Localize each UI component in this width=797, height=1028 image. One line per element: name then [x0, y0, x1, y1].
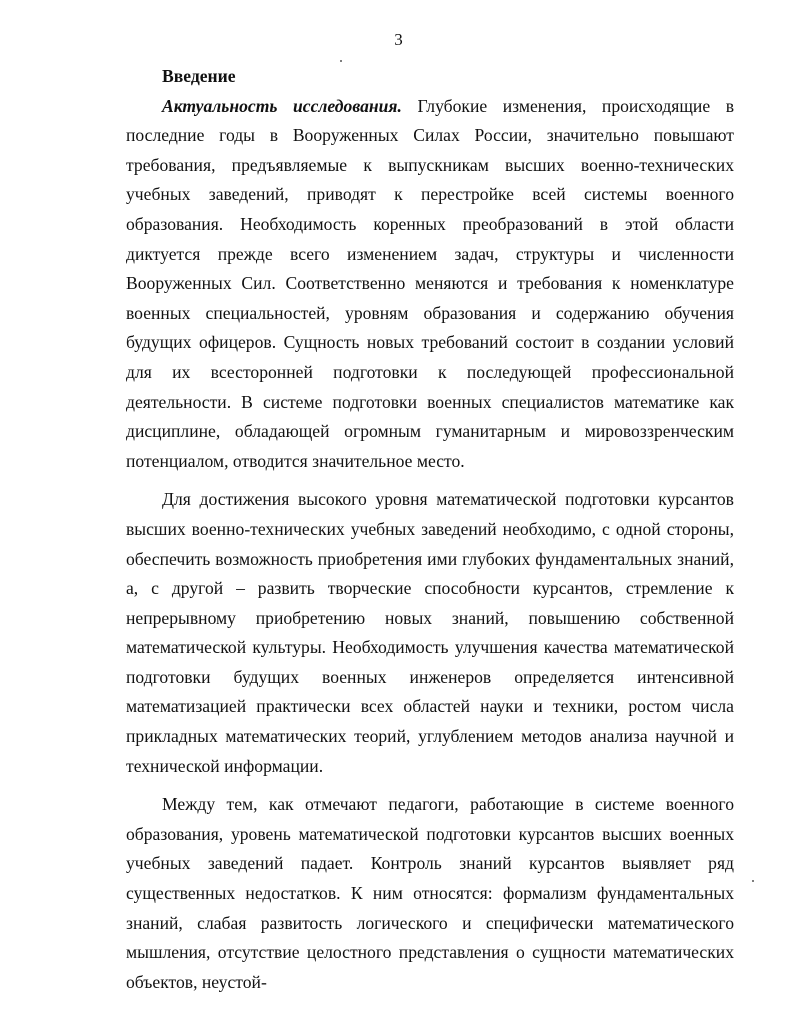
- paragraph-1: [126, 92, 734, 477]
- section-heading: Введение: [162, 66, 236, 86]
- paragraph-lead-in: Актуальность исследования.: [162, 95, 402, 116]
- paragraph-text: Между тем, как отмечают педагоги, работающие в системе военного образования, уровень математической подготовки курсантов высших военных учебных заведений падает. Контроль знаний курсантов выявляет ряд существенных недостатков. К ним относятся: формализм фундаментальных знаний, слабая развитость логического и специфически математического мышления, отсутствие целостного представления о сущности математических объектов, неустой-: [126, 794, 734, 992]
- paragraph-3: [126, 790, 734, 997]
- paragraph-2: [126, 485, 734, 781]
- page-number: 3: [394, 30, 403, 49]
- paragraph-text: Для достижения высокого уровня математической подготовки курсантов высших военно-технических учебных заведений необходимо, с одной стороны, обеспечить возможность приобретения ими глубоких фундаментальных знаний, а, с другой – развить творческие способности курсантов, стремление к непрерывному приобретению новых знаний, повышению собственной математической культуры. Необходимость улучшения качества математической подготовки будущих военных инженеров определяется интенсивной математизацией практически всех областей науки и техники, ростом числа прикладных математических теорий, углублением методов анализа научной и технической информации.: [126, 489, 734, 776]
- paragraph-text: Глубокие изменения, происходящие в последние годы в Вооруженных Силах России, значительно повышают требования, предъявляемые к выпускникам высших военно-технических учебных заведений, приводят к перестройке всей системы военного образования. Необходимость коренных преобразований в этой области диктуется прежде всего изменением задач, структуры и численности Вооруженных Сил. Соответственно меняются и требования к номенклатуре военных специальностей, уровням образования и содержанию обучения будущих офицеров. Сущность новых требований состоит в создании условий для их всесторонней подготовки к последующей профессиональной деятельности. В системе подготовки военных специалистов математике как дисциплине, обладающей огромным гуманитарным и мировоззренческим потенциалом, отводится значительное место.: [126, 95, 735, 471]
- scan-speck: [752, 880, 754, 882]
- document-body: [126, 62, 734, 997]
